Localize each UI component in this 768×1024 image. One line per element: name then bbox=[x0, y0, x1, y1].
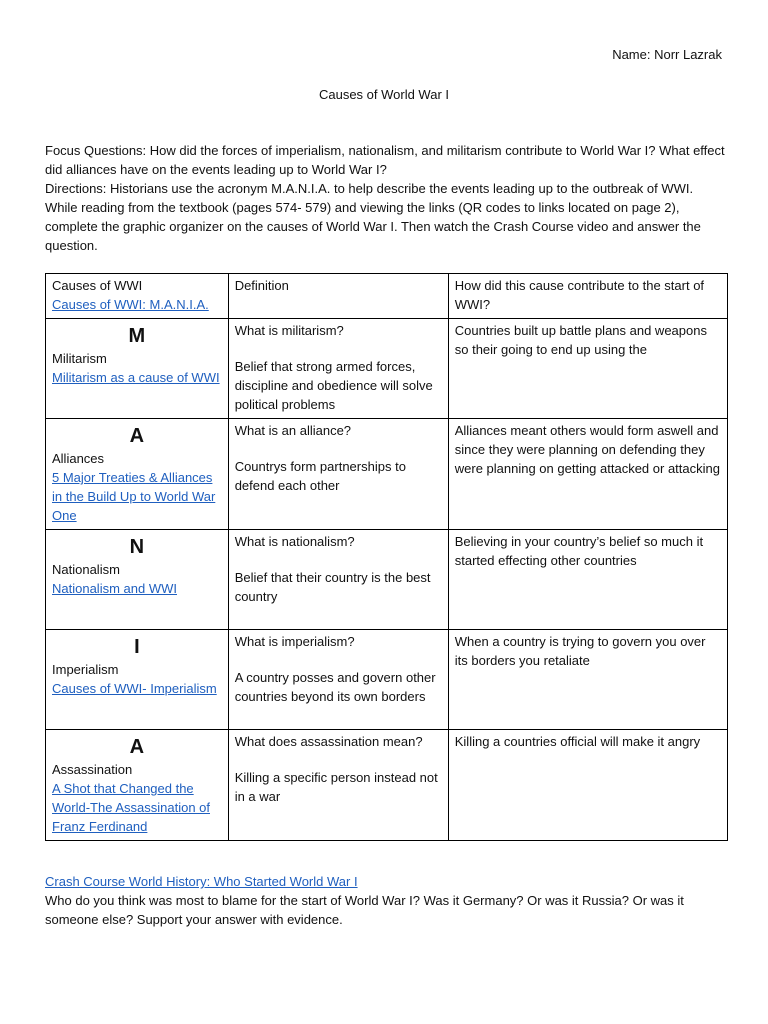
causes-mania-link[interactable]: Causes of WWI: M.A.N.I.A. bbox=[52, 297, 209, 312]
cause-name: Nationalism bbox=[52, 562, 120, 577]
table-row bbox=[46, 319, 728, 419]
header-causes-cell bbox=[46, 274, 229, 319]
definition-answer[interactable]: Countrys form partnerships to defend each other bbox=[234, 459, 406, 493]
table-row bbox=[46, 730, 728, 841]
definition-question: What is an alliance? bbox=[234, 423, 352, 438]
cause-name: Alliances bbox=[52, 451, 105, 466]
table-row bbox=[46, 630, 728, 730]
contribution-answer[interactable]: Alliances meant others would form aswell and since they were planning on defending they were planning on getting attacked or attacking bbox=[448, 419, 727, 530]
cause-link[interactable]: Nationalism and WWI bbox=[52, 581, 177, 596]
cause-cell bbox=[46, 319, 229, 419]
acronym-letter: N bbox=[129, 536, 145, 558]
definition-cell bbox=[228, 630, 448, 730]
cause-cell bbox=[46, 630, 229, 730]
contribution-answer[interactable]: When a country is trying to govern you over its borders you retaliate bbox=[448, 630, 727, 730]
cause-cell bbox=[46, 419, 229, 530]
contribution-answer[interactable]: Believing in your country’s belief so much it started effecting other countries bbox=[448, 530, 727, 630]
definition-answer[interactable]: Killing a specific person instead not in a war bbox=[234, 770, 438, 804]
definition-question: What is nationalism? bbox=[234, 534, 355, 549]
focus-questions: Focus Questions: How did the forces of imperialism, nationalism, and militarism contribute to World War I? What effect did alliances have on the events leading up to World War I? bbox=[45, 143, 725, 177]
graphic-organizer-table bbox=[45, 273, 728, 841]
page-title: Causes of World War I bbox=[318, 87, 450, 102]
cause-link[interactable]: Militarism as a cause of WWI bbox=[52, 370, 220, 385]
definition-question: What is militarism? bbox=[234, 323, 344, 338]
definition-cell bbox=[228, 730, 448, 841]
acronym-letter: A bbox=[129, 425, 145, 447]
definition-answer[interactable]: Belief that their country is the best country bbox=[234, 570, 431, 604]
student-name: Name: Norr Lazrak bbox=[612, 47, 722, 62]
crash-course-video-link[interactable]: Crash Course World History: Who Started World War I bbox=[45, 874, 358, 889]
contribution-answer[interactable]: Killing a countries official will make it angry bbox=[448, 730, 727, 841]
intro-section bbox=[45, 141, 725, 255]
final-question: Who do you think was most to blame for the start of World War I? Was it Germany? Or was it Russia? Or was it someone else? Support your answer with evidence. bbox=[45, 893, 684, 927]
cause-link[interactable]: 5 Major Treaties & Alliances in the Build Up to World War One bbox=[52, 470, 216, 523]
header-contribution: How did this cause contribute to the start of WWI? bbox=[448, 274, 727, 319]
definition-question: What does assassination mean? bbox=[234, 734, 423, 749]
definition-cell bbox=[228, 319, 448, 419]
definition-answer[interactable]: A country posses and govern other countries beyond its own borders bbox=[234, 670, 436, 704]
footer-section bbox=[45, 872, 725, 929]
definition-cell bbox=[228, 419, 448, 530]
acronym-letter: M bbox=[128, 325, 146, 347]
definition-cell bbox=[228, 530, 448, 630]
cause-name: Imperialism bbox=[52, 662, 119, 677]
definition-answer[interactable]: Belief that strong armed forces, discipline and obedience will solve political problems bbox=[234, 359, 433, 412]
acronym-letter: I bbox=[134, 636, 140, 658]
cause-cell bbox=[46, 530, 229, 630]
header-definition: Definition bbox=[228, 274, 448, 319]
cause-cell bbox=[46, 730, 229, 841]
table-row bbox=[46, 419, 728, 530]
table-row bbox=[46, 530, 728, 630]
cause-link[interactable]: Causes of WWI- Imperialism bbox=[52, 681, 217, 696]
directions: Directions: Historians use the acronym M.A.N.I.A. to help describe the events leading up to the outbreak of WWI. While reading from the textbook (pages 574- 579) and viewing the links (QR codes to links located on page 2), complete the graphic organizer on the causes of World War I. Then watch the Crash Course video and answer the question. bbox=[45, 181, 701, 253]
cause-name: Militarism bbox=[52, 351, 107, 366]
header-causes: Causes of WWI bbox=[52, 278, 143, 293]
table-header-row bbox=[46, 274, 728, 319]
definition-question: What is imperialism? bbox=[234, 634, 355, 649]
acronym-letter: A bbox=[129, 736, 145, 758]
cause-name: Assassination bbox=[52, 762, 133, 777]
cause-link[interactable]: A Shot that Changed the World-The Assassination of Franz Ferdinand bbox=[52, 781, 210, 834]
contribution-answer[interactable]: Countries built up battle plans and weapons so their going to end up using the bbox=[448, 319, 727, 419]
